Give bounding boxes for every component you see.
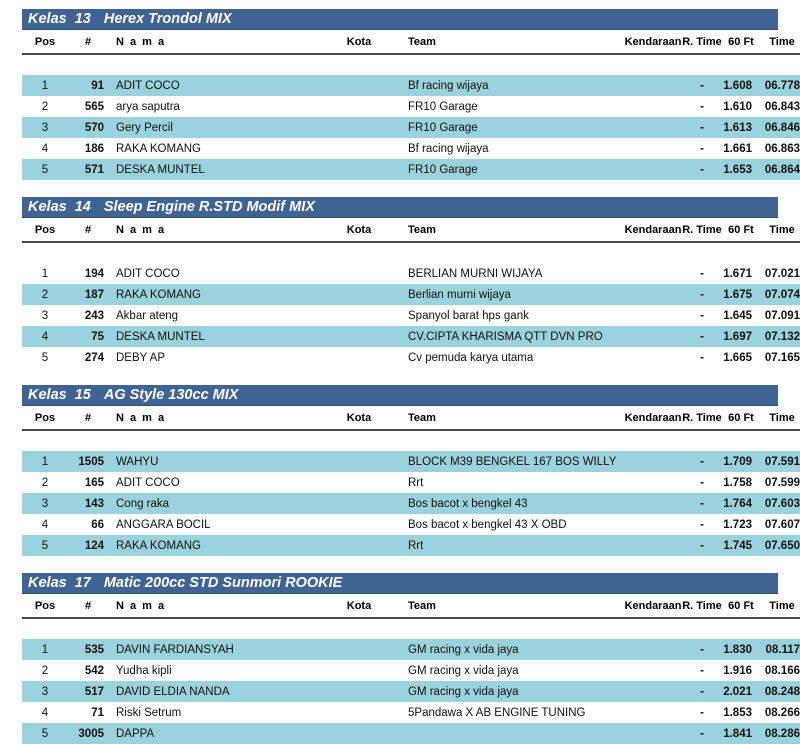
- cell-team: GM racing x vida jaya: [402, 660, 624, 681]
- cell-number: 124: [68, 535, 110, 556]
- cell-time: 08.117: [760, 639, 800, 660]
- cell-nama: ADIT COCO: [110, 263, 316, 284]
- table-row: [22, 514, 800, 535]
- results-table: [22, 406, 800, 556]
- cell-number: 517: [68, 681, 110, 702]
- cell-sixtyft: 1.653: [722, 159, 760, 180]
- cell-time: 07.591: [760, 451, 800, 472]
- class-title-bar: [22, 385, 778, 406]
- cell-rtime: -: [682, 284, 722, 305]
- cell-number: 91: [68, 75, 110, 96]
- cell-kota: [316, 263, 402, 284]
- cell-time: 07.132: [760, 326, 800, 347]
- cell-nama: arya saputra: [110, 96, 316, 117]
- cell-number: 187: [68, 284, 110, 305]
- table-row: [22, 639, 800, 660]
- cell-rtime: -: [682, 702, 722, 723]
- cell-pos: 4: [22, 138, 68, 159]
- cell-sixtyft: 1.645: [722, 305, 760, 326]
- cell-number: 1505: [68, 451, 110, 472]
- cell-pos: 3: [22, 493, 68, 514]
- column-header-nama: N a m a: [110, 594, 316, 618]
- cell-nama: RAKA KOMANG: [110, 535, 316, 556]
- class-block: [22, 573, 800, 744]
- cell-sixtyft: 1.758: [722, 472, 760, 493]
- cell-rtime: -: [682, 263, 722, 284]
- column-header-pos: Pos: [22, 406, 68, 430]
- cell-rtime: -: [682, 305, 722, 326]
- cell-sixtyft: 1.697: [722, 326, 760, 347]
- cell-team: Bf racing wijaya: [402, 138, 624, 159]
- cell-kendaraan: [624, 493, 682, 514]
- cell-kendaraan: [624, 660, 682, 681]
- cell-number: 143: [68, 493, 110, 514]
- cell-nama: Riski Setrum: [110, 702, 316, 723]
- cell-pos: 3: [22, 681, 68, 702]
- cell-nama: Akbar ateng: [110, 305, 316, 326]
- table-row: [22, 96, 800, 117]
- column-header-rtime: R. Time: [682, 30, 722, 54]
- cell-sixtyft: 1.723: [722, 514, 760, 535]
- cell-kota: [316, 96, 402, 117]
- class-title-number: 17: [74, 574, 91, 591]
- cell-kendaraan: [624, 96, 682, 117]
- table-spacer-cell: [22, 54, 800, 75]
- cell-team: [402, 723, 624, 744]
- column-header-sixtyft: 60 Ft: [722, 30, 760, 54]
- cell-pos: 5: [22, 723, 68, 744]
- cell-kota: [316, 117, 402, 138]
- cell-sixtyft: 1.613: [722, 117, 760, 138]
- cell-kendaraan: [624, 472, 682, 493]
- cell-time: 06.864: [760, 159, 800, 180]
- cell-kendaraan: [624, 263, 682, 284]
- cell-sixtyft: 1.665: [722, 347, 760, 368]
- cell-time: 07.603: [760, 493, 800, 514]
- cell-kendaraan: [624, 681, 682, 702]
- cell-time: 07.165: [760, 347, 800, 368]
- table-spacer-cell: [22, 242, 800, 263]
- cell-number: 571: [68, 159, 110, 180]
- table-row: [22, 75, 800, 96]
- cell-pos: 5: [22, 159, 68, 180]
- cell-rtime: -: [682, 535, 722, 556]
- cell-nama: DESKA MUNTEL: [110, 159, 316, 180]
- cell-sixtyft: 1.610: [722, 96, 760, 117]
- table-header-row: [22, 218, 800, 242]
- cell-kendaraan: [624, 702, 682, 723]
- cell-time: 08.266: [760, 702, 800, 723]
- table-row: [22, 326, 800, 347]
- table-spacer: [22, 54, 800, 75]
- cell-kota: [316, 159, 402, 180]
- table-row: [22, 702, 800, 723]
- cell-kendaraan: [624, 138, 682, 159]
- cell-time: 07.650: [760, 535, 800, 556]
- cell-number: 75: [68, 326, 110, 347]
- column-header-time: Time: [760, 218, 800, 242]
- table-header-row: [22, 406, 800, 430]
- cell-pos: 5: [22, 347, 68, 368]
- table-spacer-cell: [22, 618, 800, 639]
- column-header-time: Time: [760, 406, 800, 430]
- cell-kota: [316, 451, 402, 472]
- class-title-number: 14: [74, 198, 91, 215]
- cell-kendaraan: [624, 723, 682, 744]
- cell-number: 570: [68, 117, 110, 138]
- cell-time: 06.843: [760, 96, 800, 117]
- cell-team: Berlian murni wijaya: [402, 284, 624, 305]
- cell-nama: DESKA MUNTEL: [110, 326, 316, 347]
- cell-nama: Gery Percil: [110, 117, 316, 138]
- table-row: [22, 535, 800, 556]
- cell-nama: Cong raka: [110, 493, 316, 514]
- cell-team: FR10 Garage: [402, 159, 624, 180]
- column-header-nama: N a m a: [110, 406, 316, 430]
- cell-kota: [316, 347, 402, 368]
- table-row: [22, 681, 800, 702]
- cell-rtime: -: [682, 660, 722, 681]
- table-header-row: [22, 594, 800, 618]
- cell-kota: [316, 723, 402, 744]
- cell-sixtyft: 1.745: [722, 535, 760, 556]
- cell-rtime: -: [682, 347, 722, 368]
- class-title-number: 15: [74, 386, 91, 403]
- column-header-kendaraan: Kendaraan: [624, 406, 682, 430]
- cell-number: 274: [68, 347, 110, 368]
- cell-kendaraan: [624, 284, 682, 305]
- column-header-team: Team: [402, 406, 624, 430]
- cell-sixtyft: 1.709: [722, 451, 760, 472]
- column-header-kota: Kota: [316, 218, 402, 242]
- cell-rtime: -: [682, 514, 722, 535]
- cell-nama: RAKA KOMANG: [110, 138, 316, 159]
- cell-team: Spanyol barat hps gank: [402, 305, 624, 326]
- cell-pos: 2: [22, 660, 68, 681]
- cell-team: Bf racing wijaya: [402, 75, 624, 96]
- cell-kota: [316, 284, 402, 305]
- cell-number: 71: [68, 702, 110, 723]
- table-spacer: [22, 618, 800, 639]
- cell-kendaraan: [624, 305, 682, 326]
- cell-sixtyft: 1.830: [722, 639, 760, 660]
- cell-sixtyft: 1.671: [722, 263, 760, 284]
- class-title-bar: [22, 9, 778, 30]
- results-table: [22, 594, 800, 744]
- column-header-team: Team: [402, 30, 624, 54]
- table-spacer-cell: [22, 430, 800, 451]
- cell-time: 06.778: [760, 75, 800, 96]
- cell-time: 07.074: [760, 284, 800, 305]
- cell-sixtyft: 1.841: [722, 723, 760, 744]
- table-row: [22, 284, 800, 305]
- cell-team: GM racing x vida jaya: [402, 681, 624, 702]
- table-spacer: [22, 430, 800, 451]
- table-header-row: [22, 30, 800, 54]
- cell-kendaraan: [624, 326, 682, 347]
- cell-rtime: -: [682, 493, 722, 514]
- cell-pos: 3: [22, 117, 68, 138]
- cell-team: Bos bacot x bengkel 43 X OBD: [402, 514, 624, 535]
- cell-team: Cv pemuda karya utama: [402, 347, 624, 368]
- cell-kendaraan: [624, 514, 682, 535]
- cell-sixtyft: 1.661: [722, 138, 760, 159]
- cell-pos: 4: [22, 514, 68, 535]
- column-header-sixtyft: 60 Ft: [722, 406, 760, 430]
- column-header-nama: N a m a: [110, 218, 316, 242]
- cell-number: 243: [68, 305, 110, 326]
- cell-sixtyft: 1.853: [722, 702, 760, 723]
- cell-kota: [316, 326, 402, 347]
- column-header-team: Team: [402, 594, 624, 618]
- cell-sixtyft: 1.675: [722, 284, 760, 305]
- class-title-label: Kelas: [28, 10, 67, 27]
- cell-time: 08.166: [760, 660, 800, 681]
- column-header-rtime: R. Time: [682, 218, 722, 242]
- class-title-bar: [22, 197, 778, 218]
- class-title-label: Kelas: [28, 386, 67, 403]
- column-header-pos: Pos: [22, 594, 68, 618]
- column-header-nama: N a m a: [110, 30, 316, 54]
- cell-nama: DAVIN FARDIANSYAH: [110, 639, 316, 660]
- cell-kendaraan: [624, 117, 682, 138]
- cell-nama: WAHYU: [110, 451, 316, 472]
- class-block: [22, 197, 800, 368]
- cell-pos: 1: [22, 639, 68, 660]
- column-header-pos: Pos: [22, 218, 68, 242]
- cell-sixtyft: 1.916: [722, 660, 760, 681]
- class-title-name: Matic 200cc STD Sunmori ROOKIE: [103, 574, 343, 591]
- cell-kota: [316, 514, 402, 535]
- cell-time: 07.091: [760, 305, 800, 326]
- cell-nama: ADIT COCO: [110, 75, 316, 96]
- cell-rtime: -: [682, 451, 722, 472]
- cell-rtime: -: [682, 117, 722, 138]
- class-title-name: AG Style 130cc MIX: [103, 386, 239, 403]
- column-header-team: Team: [402, 218, 624, 242]
- cell-team: Rrt: [402, 535, 624, 556]
- cell-time: 07.599: [760, 472, 800, 493]
- column-header-kota: Kota: [316, 30, 402, 54]
- cell-pos: 2: [22, 284, 68, 305]
- column-header-sixtyft: 60 Ft: [722, 594, 760, 618]
- cell-nama: ADIT COCO: [110, 472, 316, 493]
- table-row: [22, 723, 800, 744]
- cell-rtime: -: [682, 75, 722, 96]
- cell-time: 08.286: [760, 723, 800, 744]
- table-row: [22, 159, 800, 180]
- cell-team: BLOCK M39 BENGKEL 167 BOS WILLY: [402, 451, 624, 472]
- table-row: [22, 347, 800, 368]
- cell-number: 186: [68, 138, 110, 159]
- class-title-number: 13: [74, 10, 91, 27]
- cell-sixtyft: 2.021: [722, 681, 760, 702]
- cell-nama: DEBY AP: [110, 347, 316, 368]
- class-title-name: Herex Trondol MIX: [103, 10, 232, 27]
- cell-rtime: -: [682, 723, 722, 744]
- cell-kota: [316, 535, 402, 556]
- cell-number: 542: [68, 660, 110, 681]
- cell-kota: [316, 472, 402, 493]
- cell-pos: 4: [22, 326, 68, 347]
- cell-sixtyft: 1.764: [722, 493, 760, 514]
- table-row: [22, 493, 800, 514]
- cell-nama: DAPPA: [110, 723, 316, 744]
- table-spacer: [22, 242, 800, 263]
- results-table: [22, 30, 800, 180]
- table-row: [22, 660, 800, 681]
- cell-kota: [316, 75, 402, 96]
- cell-number: 194: [68, 263, 110, 284]
- cell-pos: 1: [22, 451, 68, 472]
- table-row: [22, 117, 800, 138]
- cell-team: Rrt: [402, 472, 624, 493]
- column-header-rtime: R. Time: [682, 406, 722, 430]
- column-header-kendaraan: Kendaraan: [624, 30, 682, 54]
- cell-team: CV.CIPTA KHARISMA QTT DVN PRO: [402, 326, 624, 347]
- cell-number: 565: [68, 96, 110, 117]
- cell-sixtyft: 1.608: [722, 75, 760, 96]
- cell-team: FR10 Garage: [402, 96, 624, 117]
- cell-pos: 2: [22, 96, 68, 117]
- cell-time: 07.021: [760, 263, 800, 284]
- cell-rtime: -: [682, 681, 722, 702]
- cell-number: 165: [68, 472, 110, 493]
- cell-pos: 4: [22, 702, 68, 723]
- cell-number: 3005: [68, 723, 110, 744]
- cell-kendaraan: [624, 159, 682, 180]
- cell-kota: [316, 639, 402, 660]
- table-row: [22, 263, 800, 284]
- cell-time: 06.863: [760, 138, 800, 159]
- class-title-name: Sleep Engine R.STD Modif MIX: [103, 198, 315, 215]
- cell-team: Bos bacot x bengkel 43: [402, 493, 624, 514]
- cell-kendaraan: [624, 639, 682, 660]
- column-header-number: #: [68, 594, 110, 618]
- column-header-number: #: [68, 30, 110, 54]
- table-row: [22, 472, 800, 493]
- table-row: [22, 138, 800, 159]
- column-header-number: #: [68, 218, 110, 242]
- cell-team: BERLIAN MURNI WIJAYA: [402, 263, 624, 284]
- column-header-kota: Kota: [316, 406, 402, 430]
- column-header-time: Time: [760, 30, 800, 54]
- class-block: [22, 0, 800, 180]
- cell-kota: [316, 493, 402, 514]
- cell-rtime: -: [682, 96, 722, 117]
- cell-team: GM racing x vida jaya: [402, 639, 624, 660]
- cell-nama: Yudha kipli: [110, 660, 316, 681]
- cell-kota: [316, 305, 402, 326]
- column-header-kendaraan: Kendaraan: [624, 218, 682, 242]
- cell-pos: 3: [22, 305, 68, 326]
- cell-kendaraan: [624, 535, 682, 556]
- column-header-time: Time: [760, 594, 800, 618]
- cell-kendaraan: [624, 451, 682, 472]
- table-row: [22, 305, 800, 326]
- class-title-label: Kelas: [28, 198, 67, 215]
- cell-pos: 1: [22, 263, 68, 284]
- cell-kota: [316, 702, 402, 723]
- cell-time: 06.846: [760, 117, 800, 138]
- table-row: [22, 451, 800, 472]
- cell-rtime: -: [682, 159, 722, 180]
- cell-team: 5Pandawa X AB ENGINE TUNING: [402, 702, 624, 723]
- cell-rtime: -: [682, 138, 722, 159]
- column-header-rtime: R. Time: [682, 594, 722, 618]
- cell-kendaraan: [624, 75, 682, 96]
- column-header-number: #: [68, 406, 110, 430]
- cell-pos: 1: [22, 75, 68, 96]
- class-title-bar: [22, 573, 778, 594]
- cell-kota: [316, 138, 402, 159]
- cell-time: 08.248: [760, 681, 800, 702]
- cell-team: FR10 Garage: [402, 117, 624, 138]
- cell-pos: 5: [22, 535, 68, 556]
- column-header-kota: Kota: [316, 594, 402, 618]
- cell-kendaraan: [624, 347, 682, 368]
- cell-rtime: -: [682, 472, 722, 493]
- results-table: [22, 218, 800, 368]
- cell-nama: RAKA KOMANG: [110, 284, 316, 305]
- cell-kota: [316, 681, 402, 702]
- cell-rtime: -: [682, 639, 722, 660]
- cell-time: 07.607: [760, 514, 800, 535]
- class-title-label: Kelas: [28, 574, 67, 591]
- cell-rtime: -: [682, 326, 722, 347]
- class-block: [22, 385, 800, 556]
- cell-number: 535: [68, 639, 110, 660]
- cell-pos: 2: [22, 472, 68, 493]
- column-header-pos: Pos: [22, 30, 68, 54]
- cell-nama: ANGGARA BOCIL: [110, 514, 316, 535]
- cell-kota: [316, 660, 402, 681]
- column-header-kendaraan: Kendaraan: [624, 594, 682, 618]
- cell-number: 66: [68, 514, 110, 535]
- column-header-sixtyft: 60 Ft: [722, 218, 760, 242]
- cell-nama: DAVID ELDIA NANDA: [110, 681, 316, 702]
